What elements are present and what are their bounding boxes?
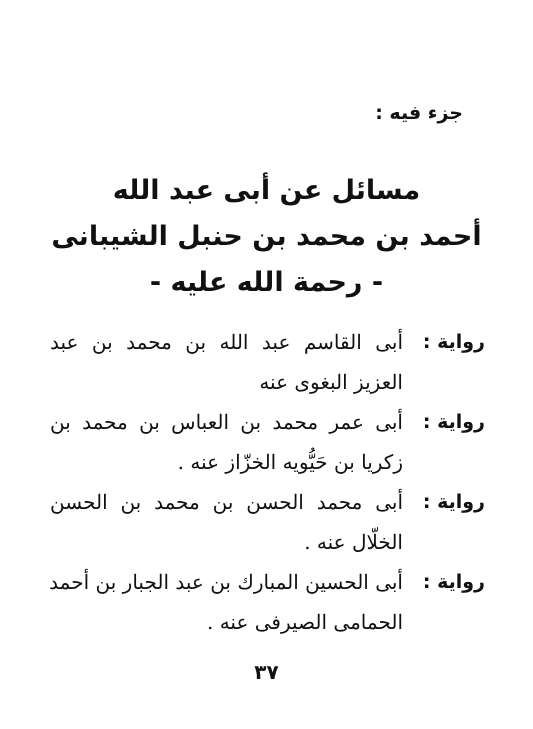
title-block: [0, 168, 533, 306]
narration-label: رواية :: [422, 571, 485, 593]
narration-line: أبى عمر محمد بن العباس بن محمد بن: [50, 410, 403, 434]
narration-line: زكريا بن حَيُّويه الخزّاز عنه .: [177, 450, 403, 474]
narration-line: أبى القاسم عبد الله بن محمد بن عبد: [50, 330, 403, 354]
title-line-2: أحمد بن محمد بن حنبل الشيبانى: [51, 221, 482, 252]
narration-label: رواية :: [422, 331, 485, 353]
title-line-3: - رحمة الله عليه -: [149, 267, 384, 298]
title-line-1: مسائل عن أبى عبد الله: [112, 175, 421, 206]
section-heading: جزء فيه :: [375, 102, 463, 124]
narration-line: أبى الحسين المبارك بن عبد الجبار بن أحمد: [49, 570, 403, 594]
page-number: ٣٧: [254, 660, 279, 684]
narration-label: رواية :: [422, 491, 485, 513]
narration-item: [50, 402, 485, 482]
narration-item: [50, 482, 485, 562]
narration-text: [50, 322, 403, 402]
narration-line: العزيز البغوى عنه: [259, 370, 403, 394]
narration-label: رواية :: [422, 411, 485, 433]
narration-list: [50, 322, 485, 642]
narration-text: [50, 402, 403, 482]
narration-text: [50, 482, 403, 562]
narration-line: أبى محمد الحسن بن محمد بن الحسن: [50, 490, 403, 514]
narration-item: [50, 322, 485, 402]
narration-text: [50, 562, 403, 642]
narration-item: [50, 562, 485, 642]
narration-line: الخلّال عنه .: [304, 530, 403, 554]
narration-line: الحمامى الصيرفى عنه .: [206, 610, 403, 634]
